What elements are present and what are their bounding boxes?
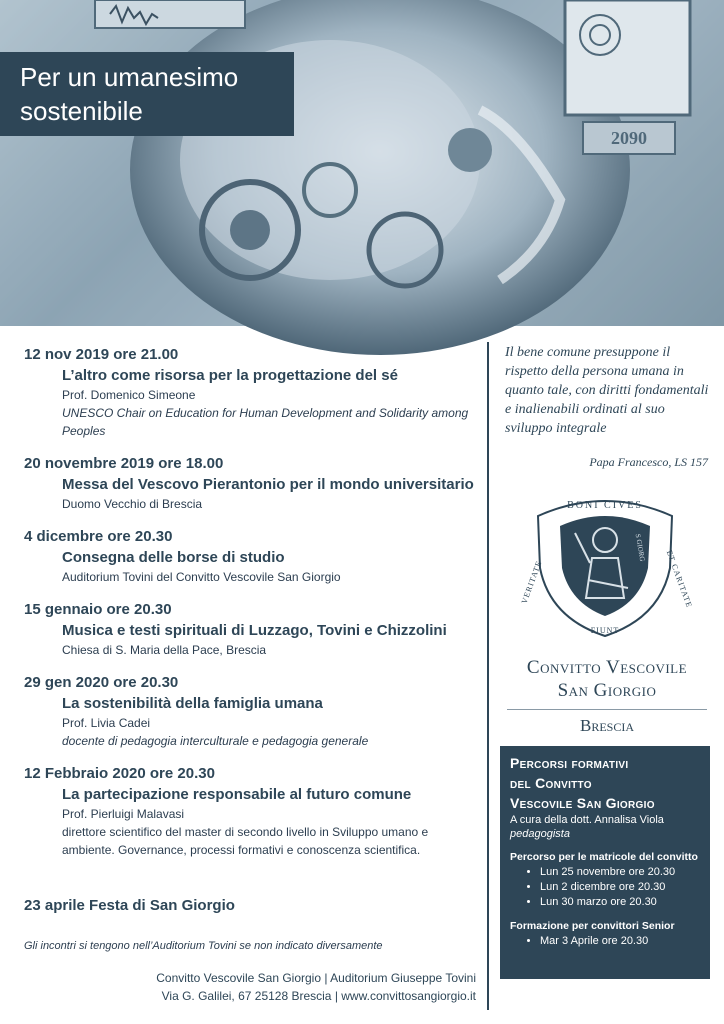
event-date: 15 gennaio ore 20.30	[24, 601, 172, 618]
event-title: La partecipazione responsabile al futuro comune	[62, 786, 412, 803]
event-item	[24, 527, 474, 586]
course-date: • Lun 25 novembre ore 20.30	[540, 865, 700, 880]
courses-curator: A cura della dott. Annalisa Viola	[510, 814, 664, 826]
event-title: L’altro come risorsa per la progettazione del sé	[62, 367, 398, 384]
org-divider	[507, 709, 707, 710]
crest-motto-left: VERITATE	[519, 559, 544, 606]
crest-motto-right: ET CARITATE	[664, 549, 694, 610]
crest-logo	[519, 488, 694, 638]
event-role: docente di pedagogia interculturale e pedagogia generale	[62, 734, 369, 748]
organization-name	[497, 656, 717, 736]
event-title: Musica e testi spirituali di Luzzago, Tovini e Chizzolini	[62, 622, 447, 639]
robot-head-illustration	[0, 0, 724, 326]
org-line-1: Convitto Vescovile	[526, 657, 688, 678]
venue-note: Gli incontri si tengono nell’Auditorium Tovini se non indicato diversamente	[24, 940, 383, 952]
courses-heading-1: Percorsi formativi	[510, 755, 629, 771]
course-date: • Mar 3 Aprile ore 20.30	[540, 934, 700, 949]
event-title: Messa del Vescovo Pierantonio per il mondo universitario	[62, 476, 474, 493]
event-item	[24, 600, 474, 659]
event-location: Duomo Vecchio di Brescia	[62, 497, 203, 511]
course-group-title: Percorso per le matricole del convitto	[510, 851, 698, 863]
title-line-2: sostenibile	[20, 96, 143, 126]
org-line-2: San Giorgio	[557, 680, 657, 701]
event-speaker: Prof. Pierluigi Malavasi	[62, 807, 185, 821]
event-item	[24, 673, 474, 750]
course-date: • Lun 2 dicembre ore 20.30	[540, 880, 700, 895]
festa-san-giorgio: 23 aprile Festa di San Giorgio	[24, 897, 235, 914]
crest-motto-bottom: FIUNT	[590, 626, 620, 635]
column-divider	[487, 342, 489, 1010]
org-city: Brescia	[579, 716, 634, 735]
footer-line-1: Convitto Vescovile San Giorgio | Auditorium Giuseppe Tovini	[156, 971, 476, 985]
poster-title	[0, 52, 294, 136]
quote-author: Papa Francesco, LS 157	[589, 455, 708, 469]
courses-box	[500, 746, 710, 979]
event-date: 29 gen 2020 ore 20.30	[24, 674, 179, 691]
courses-curator-role: pedagogista	[510, 828, 570, 840]
quote-text: Il bene comune presuppone il rispetto della persona umana in quanto tale, con diritti fondamentali e inalienabili ordinati al suo sviluppo integrale	[505, 345, 709, 436]
crest-motto-top: BONI CIVES	[567, 500, 643, 511]
event-date: 12 nov 2019 ore 21.00	[24, 346, 179, 363]
event-role: direttore scientifico del master di secondo livello in Sviluppo umano e ambiente. Governance, processi formativi e conoscenza scientifica.	[62, 825, 429, 857]
event-role: UNESCO Chair on Education for Human Development and Solidarity among Peoples	[62, 406, 469, 438]
event-speaker: Prof. Domenico Simeone	[62, 388, 196, 402]
footer-line-2: Via G. Galilei, 67 25128 Brescia | www.convittosangiorgio.it	[161, 989, 476, 1003]
event-location: Chiesa di S. Maria della Pace, Brescia	[62, 643, 267, 657]
course-group-list	[510, 865, 700, 910]
event-item	[24, 345, 474, 440]
footer	[156, 969, 476, 1005]
course-date: • Lun 30 marzo ore 20.30	[540, 895, 700, 910]
crest-inner-text: S GIORG	[633, 533, 647, 563]
course-group-list	[510, 934, 700, 949]
event-date: 20 novembre 2019 ore 18.00	[24, 455, 224, 472]
event-speaker: Prof. Livia Cadei	[62, 716, 151, 730]
hero-image	[0, 0, 724, 326]
year-badge: 2090	[611, 128, 647, 148]
event-date: 12 Febbraio 2020 ore 20.30	[24, 765, 215, 782]
event-item	[24, 454, 474, 513]
events-list	[24, 345, 474, 873]
course-group-title: Formazione per convittori Senior	[510, 920, 675, 932]
event-title: La sostenibilità della famiglia umana	[62, 695, 323, 712]
title-line-1: Per un umanesimo	[20, 62, 239, 92]
courses-heading-3: Vescovile San Giorgio	[510, 795, 655, 811]
event-location: Auditorium Tovini del Convitto Vescovile San Giorgio	[62, 570, 341, 584]
event-title: Consegna delle borse di studio	[62, 549, 285, 566]
event-date: 4 dicembre ore 20.30	[24, 528, 173, 545]
event-item	[24, 764, 474, 859]
courses-heading-2: del Convitto	[510, 775, 592, 791]
